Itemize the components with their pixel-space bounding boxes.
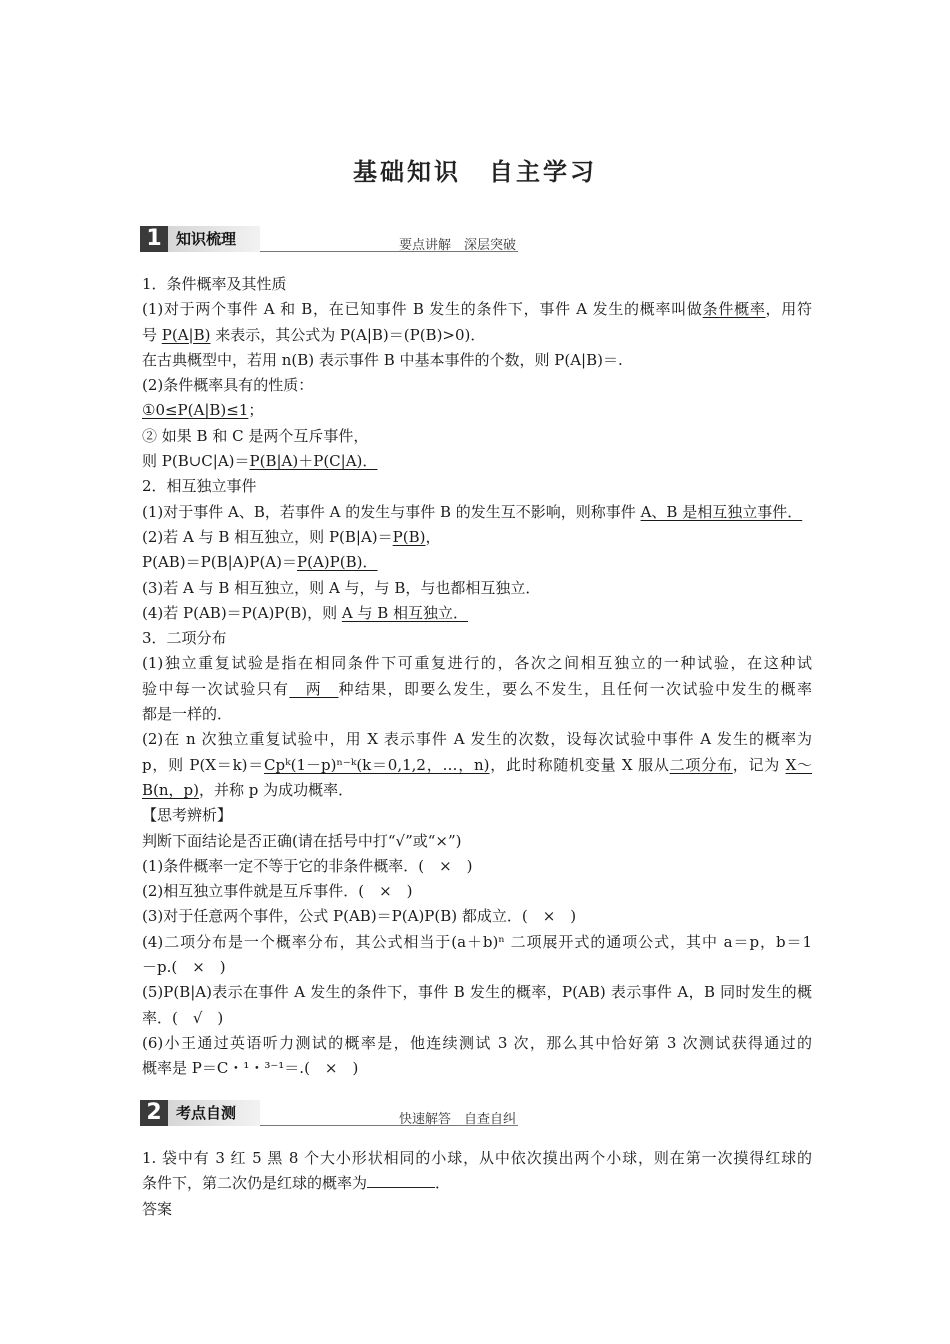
think-item: (6)小王通过英语听力测试的概率是，他连续测试 3 次，那么其中恰好第 3 次测试获得通过的 [142,1033,812,1052]
knowledge-content [142,272,812,1082]
paragraph: ② 如果 B 和 C 是两个互斥事件， [142,426,369,445]
page-title [0,152,950,187]
answer-blank [367,1173,435,1188]
section-header-knowledge [140,226,518,252]
think-instruction: 判断下面结论是否正确(请在括号中打“√”或“×”) [142,831,462,850]
paragraph: (2)条件概率具有的性质： [142,376,314,395]
question: 条件下，第二次仍是红球的概率为 ． [142,1174,451,1193]
section-header-selftest [140,1100,518,1126]
paragraph: P(AB)＝P(B|A)P(A)＝P(A)P(B)． [142,553,378,572]
think-item: (5)P(B|A)表示在事件 A 发生的条件下，事件 B 发生的概率，P(AB) 表示事件 A，B 同时发生的概 [142,983,812,1002]
title-part1: 基础知识 [353,158,461,186]
paragraph: (1)对于事件 A、B，若事件 A 的发生与事件 B 的发生互不影响，则称事件 A、B 是相互独立事件． [142,502,803,521]
heading-binomial-distribution: 3．二项分布 [142,629,227,648]
paragraph: ①0≤P(A|B)≤1； [142,401,264,420]
think-item: 概率是 P＝C・¹・³⁻¹＝.( × ) [142,1059,359,1078]
heading-independent-events: 2．相互独立事件 [142,477,257,496]
section-name: 知识梳理 [168,226,260,252]
paragraph: 则 P(B∪C|A)＝P(B|A)＋P(C|A)． [142,452,378,471]
think-item: －p.( × ) [142,958,226,977]
think-heading: 【思考辨析】 [142,806,233,825]
think-item: 率．( √ ) [142,1008,224,1027]
section-subtitle: 要点讲解 深层突破 [398,238,516,253]
paragraph: (1)对于两个事件 A 和 B，在已知事件 B 发生的条件下，事件 A 发生的概率叫做条件概率，用符 [142,300,812,319]
question: 1. 袋中有 3 红 5 黑 8 个大小形状相同的小球，从中依次摸出两个小球，则在第一次摸得红球的 [142,1149,812,1167]
think-item: (4)二项分布是一个概率分布，其公式相当于(a＋b)ⁿ 二项展开式的通项公式，其中 a＝p，b＝1 [142,932,812,951]
section-name: 考点自测 [168,1100,260,1126]
answer-label: 答案 [142,1199,173,1218]
paragraph: p，则 P(X＝k)＝Cpᵏ(1－p)ⁿ⁻ᵏ(k＝0,1,2，…，n)，此时称随机变量 X 服从二项分布，记为 X～ [142,755,813,774]
section-number: 1 [140,226,168,252]
section-subtitle: 快速解答 自查自纠 [398,1112,516,1127]
think-item: (1)条件概率一定不等于它的非条件概率．( × ) [142,856,473,875]
section-number: 2 [140,1100,168,1126]
paragraph: 验中每一次试验只有 两 种结果，即要么发生，要么不发生，且任何一次试验中发生的概率 [142,679,812,698]
paragraph: 都是一样的． [142,705,233,724]
heading-conditional-probability: 1．条件概率及其性质 [142,275,287,293]
paragraph: (2)若 A 与 B 相互独立，则 P(B|A)＝P(B)， [142,527,441,546]
paragraph: 号 P(A|B) 来表示，其公式为 P(A|B)＝(P(B)>0)． [142,325,486,344]
paragraph: (3)若 A 与 B 相互独立，则 A 与，与 B，与也都相互独立． [142,578,541,597]
title-part2: 自主学习 [489,158,597,186]
paragraph: (2)在 n 次独立重复试验中，用 X 表示事件 A 发生的次数，设每次试验中事件 A 发生的概率为 [142,730,812,749]
paragraph: (1)独立重复试验是指在相同条件下可重复进行的，各次之间相互独立的一种试验，在这种试 [142,654,812,673]
paragraph: (4)若 P(AB)＝P(A)P(B)，则 A 与 B 相互独立． [142,603,469,622]
paragraph: B(n，p)，并称 p 为成功概率． [142,780,354,799]
think-item: (3)对于任意两个事件，公式 P(AB)＝P(A)P(B) 都成立．( × ) [142,907,577,926]
paragraph: 在古典概型中，若用 n(B) 表示事件 B 中基本事件的个数，则 P(A|B)＝. [142,350,623,369]
selftest-content [142,1146,812,1222]
think-item: (2)相互独立事件就是互斥事件．( × ) [142,882,413,901]
